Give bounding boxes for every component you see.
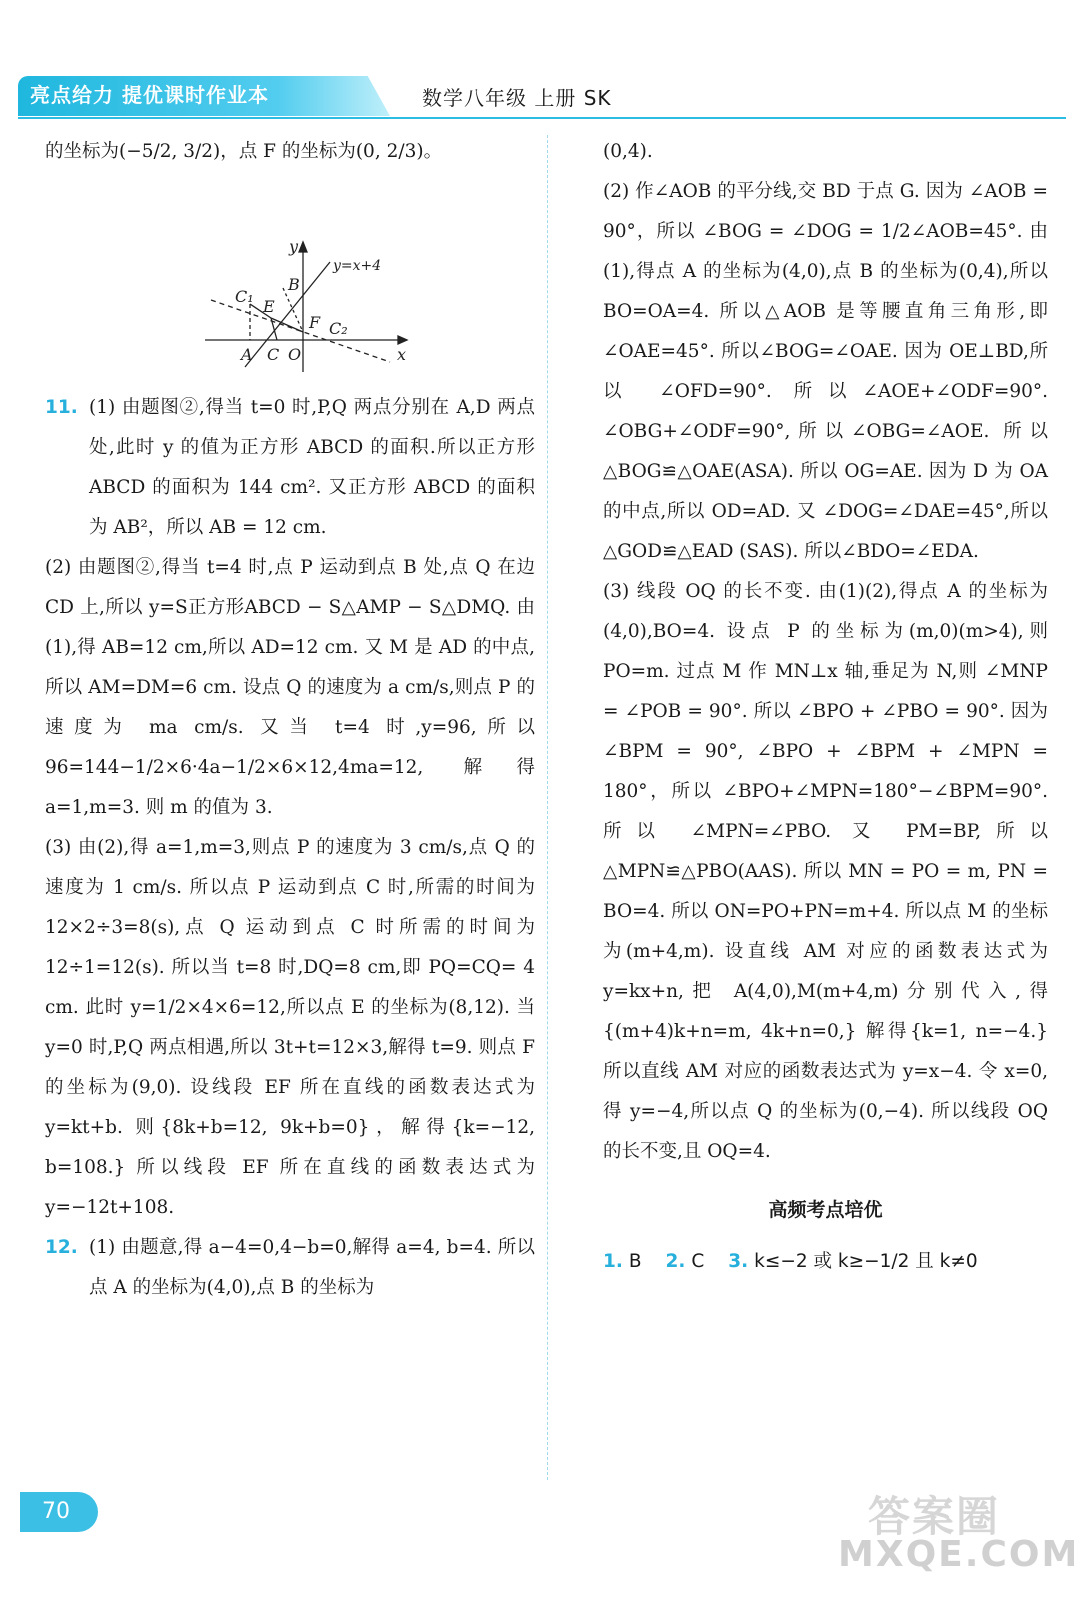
right-column [603,132,1048,1282]
q11-number: 11. [45,397,78,418]
answer-3 [728,1251,977,1272]
label-line: y=x+4 [333,258,382,274]
series-title: 亮点给力 提优课时作业本 [30,83,269,107]
q12-continuation: (0,4). [603,141,653,162]
q12-part2: (2) 作∠AOB 的平分线,交 BD 于点 G. 因为 ∠AOB = 90°，所以 ∠BOG = ∠DOG = 1/2∠AOB=45°. 由(1),得点 A 的坐标为(4,0),点 B 的坐标为(0,4),所以 BO=OA=4. 所以△AOB 是等腰直角三角形,即∠OAE=45°. 所以∠BOG=∠OAE. 因为 OE⊥BD,所以 ∠OFD=90°. 所以∠AOE+∠ODF=90°. ∠OBG+∠ODF=90°,所以∠OBG=∠AOE. 所以△BOG≌△OAE(ASA). 所以 OG=AE. 因为 D 为 OA 的中点,所以 OD=AD. 又 ∠DOG=∠DAE=45°,所以△GOD≌△EAD (SAS). 所以∠BDO=∠EDA. [603,181,1048,562]
header-rule [18,117,1066,119]
watermark-url: MXQE.COM [838,1534,1080,1575]
y-axis-arrow [299,242,307,252]
label-c1: C₁ [235,287,254,306]
watermark [838,1478,1078,1594]
coordinate-diagram [45,172,535,382]
q11-part1 [45,388,535,548]
q11-part2: (2) 由题图②,得当 t=4 时,点 P 运动到点 B 处,点 Q 在边 CD 上,所以 y=S正方形ABCD − S△AMP − S△DMQ. 由(1),得 AB=12 cm,所以 AD=12 cm. 又 M 是 AD 的中点,所以 AM=DM=6 cm. 设点 Q 的速度为 a cm/s,则点 P 的速度为 ma cm/s. 又当 t=4 时,y=96,所以 96=144−1/2×6·4a−1/2×6×12,4ma=12, 解得 a=1,m=3. 则 m 的值为 3. [45,557,535,818]
answer-3-text: k≤−2 或 k≥−1/2 且 k≠0 [754,1251,978,1272]
answer-row [603,1242,1048,1282]
page-number: 70 [20,1492,98,1532]
label-c2: C₂ [329,319,348,338]
label-a: A [241,345,253,364]
answer-1-text: B [628,1251,642,1272]
label-f: F [309,313,321,332]
answer-2-text: C [691,1251,705,1272]
seg-b-f [283,288,303,332]
label-b: B [288,275,300,294]
q12-part1-text: (1) 由题意,得 a−4=0,4−b=0,解得 a=4, b=4. 所以点 A 的坐标为(4,0),点 B 的坐标为 [89,1237,535,1298]
answer-2 [666,1251,705,1272]
page-header [0,70,1084,120]
x-axis-arrow [398,336,407,344]
coordinate-figure [45,172,535,382]
q11-part1-text: (1) 由题图②,得当 t=0 时,P,Q 两点分别在 A,D 两点处,此时 y 的值为正方形 ABCD 的面积.所以正方形 ABCD 的面积为 144 cm². 又正方形 ABCD 的面积为 AB²，所以 AB = 12 cm. [89,397,535,538]
q11-part3: (3) 由(2),得 a=1,m=3,则点 P 的速度为 3 cm/s,点 Q 的速度为 1 cm/s. 所以点 P 运动到点 C 时,所需的时间为 12×2÷3=8(s),点 Q 运动到点 C 时所需的时间为 12÷1=12(s). 所以当 t=8 时,DQ=8 cm,即 PQ=CQ= 4 cm. 此时 y=1/2×4×6=12,所以点 E 的坐标为(8,12). 当 y=0 时,P,Q 两点相遇,所以 3t+t=12×3,解得 t=9. 则点 F 的坐标为(9,0). 设线段 EF 所在直线的函数表达式为 y=kt+b. 则{8k+b=12, 9k+b=0}，解得{k=−12, b=108.} 所以线段 EF 所在直线的函数表达式为 y=−12t+108. [45,837,535,1218]
q12-part3: (3) 线段 OQ 的长不变. 由(1)(2),得点 A 的坐标为(4,0),BO=4. 设点 P 的坐标为(m,0)(m>4),则 PO=m. 过点 M 作 MN⊥x 轴,垂足为 N,则 ∠MNP = ∠POB = 90°. 所以 ∠BPO + ∠PBO = 90°. 因为 ∠BPM = 90°, ∠BPO + ∠BPM + ∠MPN = 180°，所以 ∠BPO+∠MPN=180°−∠BPM=90°. 所以 ∠MPN=∠PBO. 又 PM=BP,所以△MPN≌△PBO(AAS). 所以 MN = PO = m, PN = BO=4. 所以 ON=PO+PN=m+4. 所以点 M 的坐标为(m+4,m). 设直线 AM 对应的函数表达式为 y=kx+n,把 A(4,0),M(m+4,m)分别代入,得{(m+4)k+n=m, 4k+n=0,} 解得{k=1, n=−4.} 所以直线 AM 对应的函数表达式为 y=x−4. 令 x=0,得 y=−4,所以点 Q 的坐标为(0,−4). 所以线段 OQ 的长不变,且 OQ=4. [603,581,1048,1162]
label-o: O [288,345,302,364]
label-x: x [397,345,407,364]
answer-2-number: 2. [665,1251,686,1272]
coordinates-line: 的坐标为(−5/2, 3/2)，点 F 的坐标为(0, 2/3)。 [45,141,443,162]
answer-1-number: 1. [603,1251,623,1272]
label-c: C [267,345,280,364]
label-e: E [263,297,275,316]
subject-title: 数学八年级 上册 SK [422,86,612,110]
left-column [45,132,535,1308]
q12-number: 12. [45,1237,78,1258]
q12-part1 [45,1228,535,1308]
answer-1 [603,1251,642,1272]
column-divider [547,135,548,1480]
section-title: 高频考点培优 [768,1199,883,1221]
watermark-logo: 答案圈 [868,1492,1001,1541]
label-y: y [289,237,299,256]
answer-3-number: 3. [728,1251,749,1272]
